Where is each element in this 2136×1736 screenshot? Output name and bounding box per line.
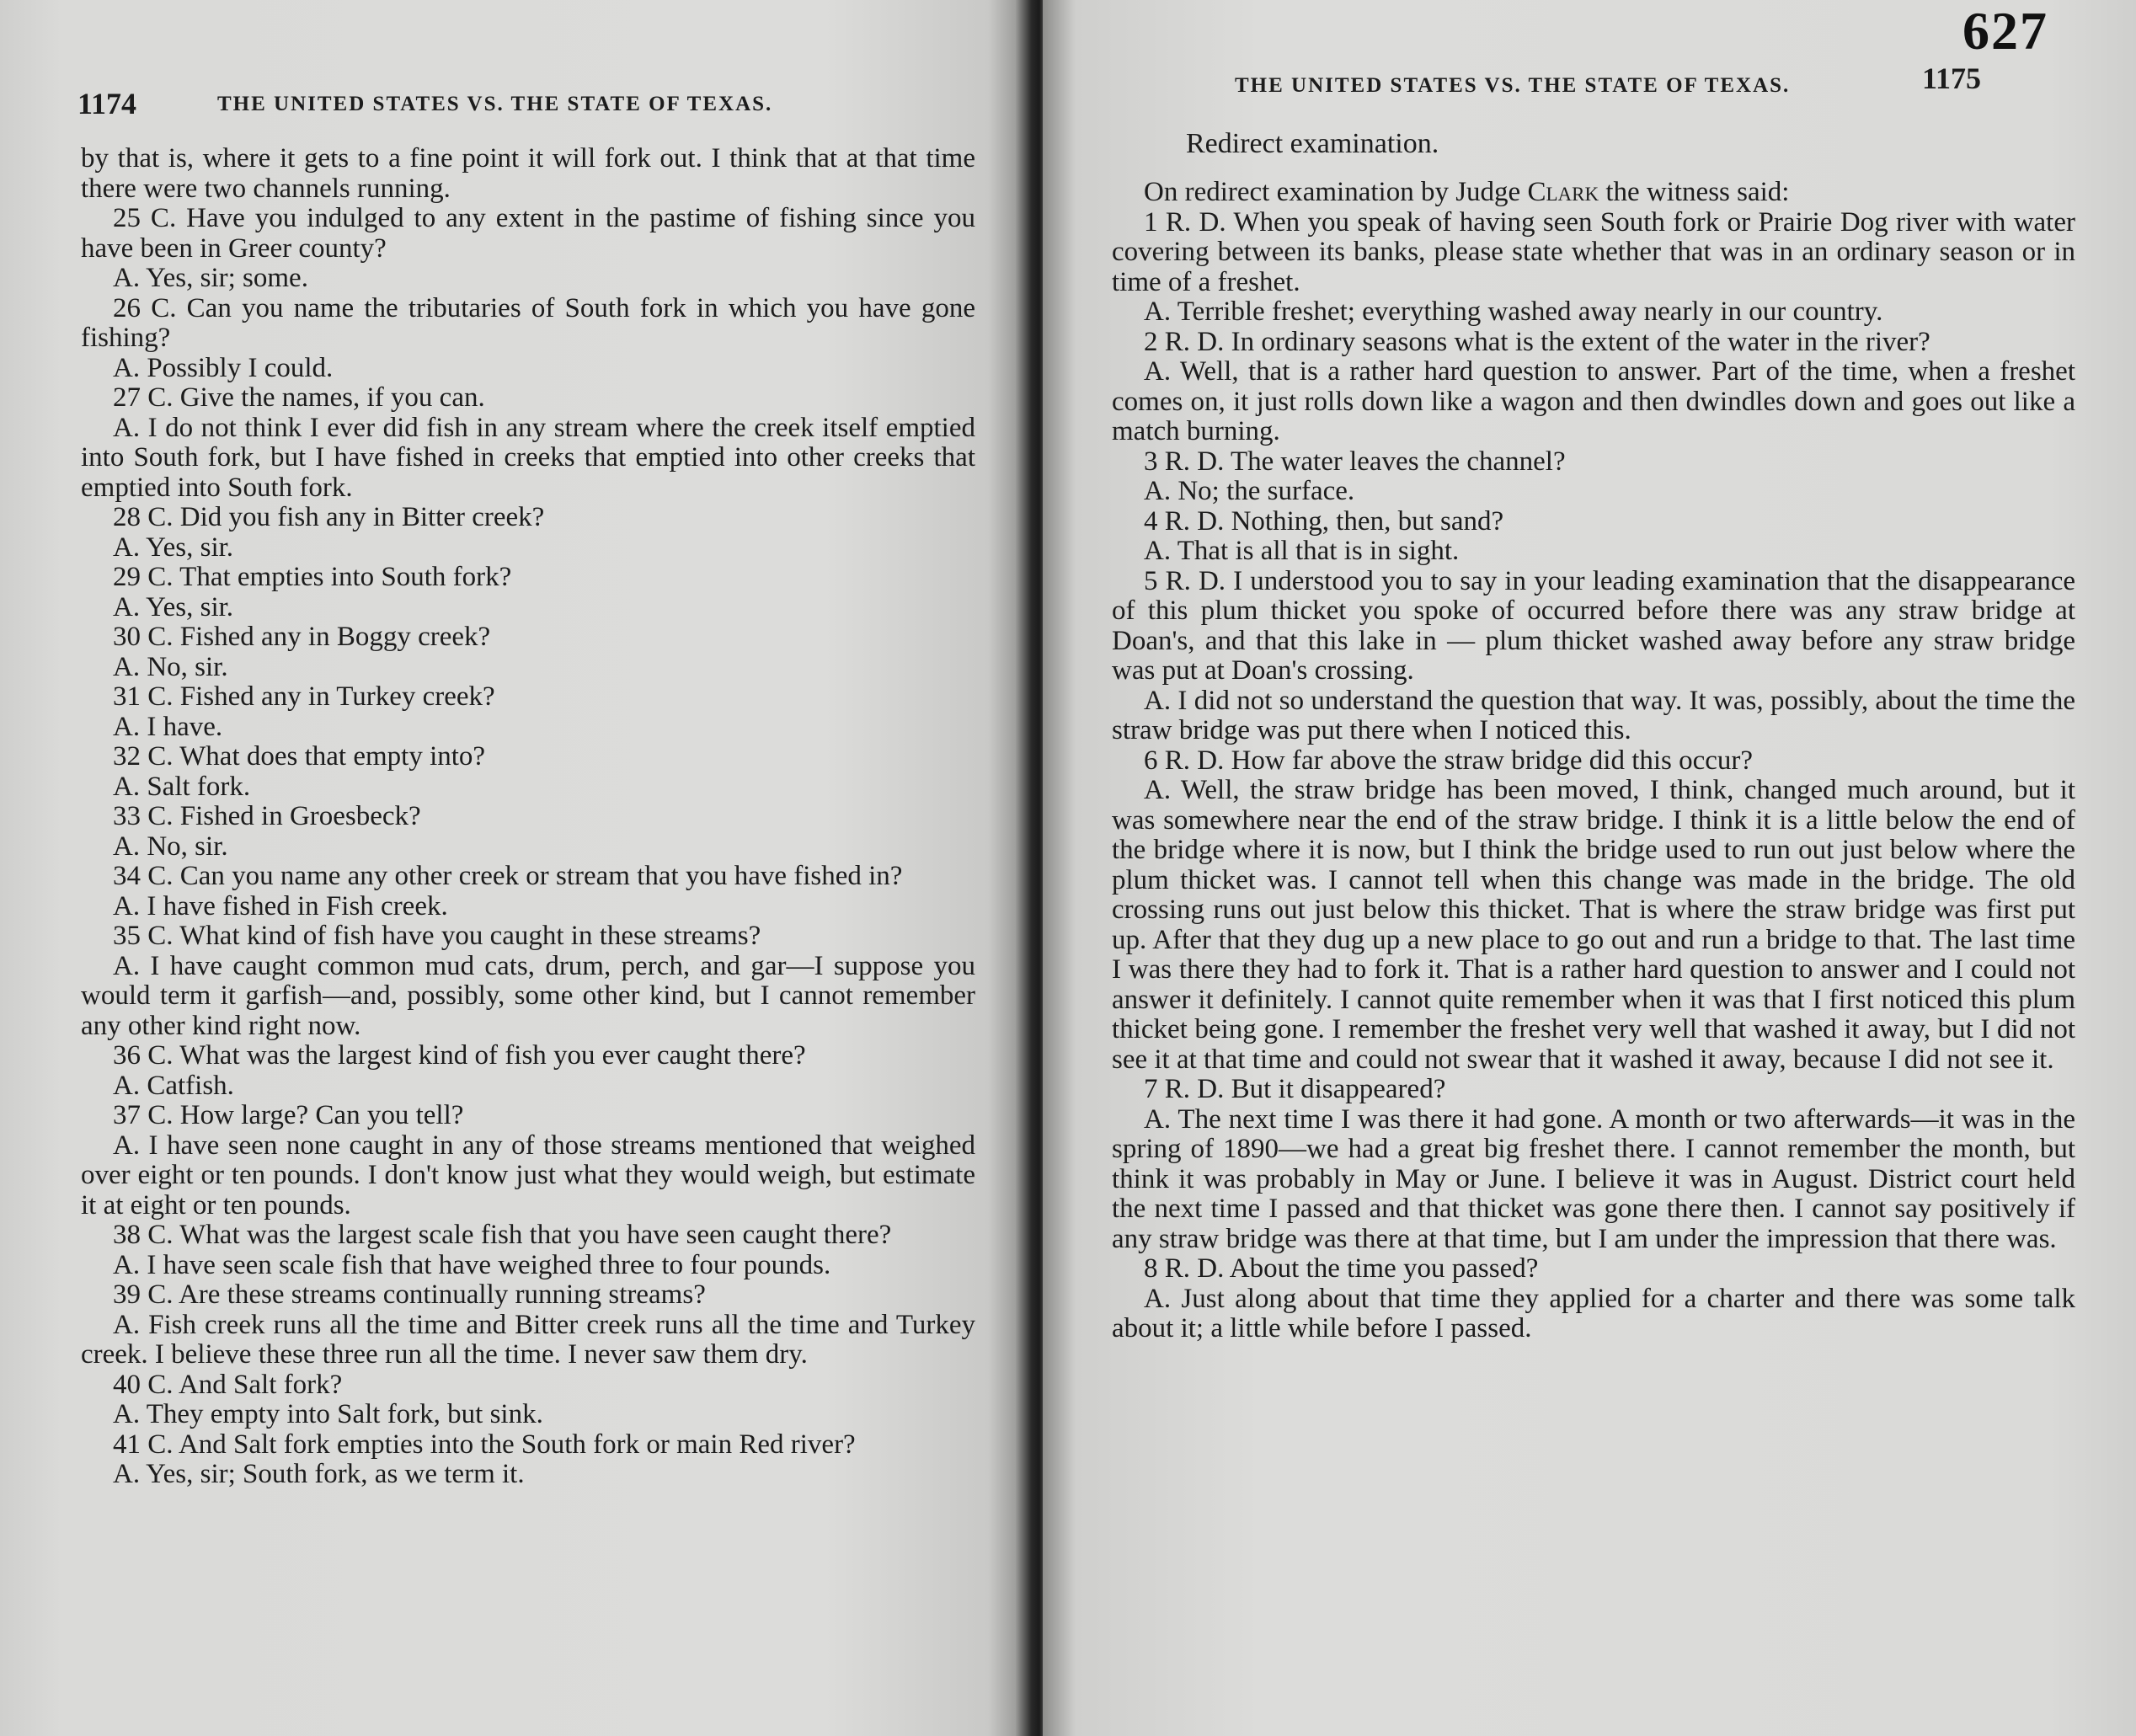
paragraph: 38 C. What was the largest scale fish that you have seen caught there? xyxy=(113,1220,892,1250)
paragraph: A. I have caught common mud cats, drum, perch, and gar—I suppose you would term it garfish—and, possibly, some other kind, but I cannot remember any other kind right now. xyxy=(81,950,975,1041)
paragraph: 26 C. Can you name the tributaries of South fork in which you have gone fishing? xyxy=(81,292,975,353)
paragraph: 1 R. D. When you speak of having seen South fork or Prairie Dog river with water covering between its banks, please state whether that was in an ordinary season or in time of a freshet. xyxy=(1112,206,2075,297)
paragraph: A. I have seen none caught in any of those streams mentioned that weighed over eight or ten pounds. I don't know just what they would weigh, but estimate it at eight or ten pounds. xyxy=(81,1130,975,1221)
section-heading: Redirect examination. xyxy=(1186,128,1439,159)
paragraph: A. No; the surface. xyxy=(1144,476,1355,506)
paragraph: A. I have seen scale fish that have weighed three to four pounds. xyxy=(113,1249,831,1280)
intro-after: the witness said: xyxy=(1599,177,1790,207)
paragraph: 36 C. What was the largest kind of fish you ever caught there? xyxy=(113,1040,806,1071)
left-page-text xyxy=(81,144,975,1490)
intro-before: On redirect examination by Judge xyxy=(1144,177,1528,207)
intro-line xyxy=(1112,178,2075,208)
paragraph: A. Yes, sir; South fork, as we term it. xyxy=(113,1459,525,1489)
paragraph: A. Yes, sir. xyxy=(113,591,234,622)
paragraph: A. No, sir. xyxy=(113,831,228,862)
paragraph: A. Just along about that time they applied for a charter and there was some talk about it; a little while before I passed. xyxy=(1112,1283,2075,1343)
paragraph: A. No, sir. xyxy=(113,651,228,682)
paragraph: 41 C. And Salt fork empties into the South fork or main Red river? xyxy=(113,1429,856,1460)
right-page xyxy=(1043,0,2136,1736)
paragraph: A. I have. xyxy=(113,711,223,742)
paragraph: A. Well, the straw bridge has been moved, I think, changed much around, but it was somewhere near the end of the straw bridge. I think it is a little below the end of the bridge where it is now, but I think the bridge used to run out just below where the plum thicket was. I cannot tell when this change was made in the bridge. The old crossing runs out just below this thicket. That is where the straw bridge was first put up. After that they dug up a new place to go out and run a bridge to that. The last time I was there they had to fork it. That is a rather hard question to answer and I could not answer it definitely. I cannot quite remember when it was that I first noticed this plum thicket being gone. I remember the freshet very well that washed it away, but I did not see it at that time and could not swear that it washed it away, because I did not see it. xyxy=(1112,775,2075,1075)
running-head-left: THE UNITED STATES VS. THE STATE OF TEXAS. xyxy=(217,93,773,115)
right-page-text xyxy=(1112,178,2075,1344)
paragraph: 27 C. Give the names, if you can. xyxy=(113,382,485,413)
paragraph: 28 C. Did you fish any in Bitter creek? xyxy=(113,502,545,532)
paragraph: 4 R. D. Nothing, then, but sand? xyxy=(1144,505,1504,537)
paragraph: A. They empty into Salt fork, but sink. xyxy=(113,1399,543,1429)
paragraph: A. That is all that is in sight. xyxy=(1144,536,1460,566)
paragraph: 31 C. Fished any in Turkey creek? xyxy=(113,681,495,712)
paragraph: 8 R. D. About the time you passed? xyxy=(1144,1253,1539,1284)
left-page xyxy=(0,0,1029,1736)
paragraph: 37 C. How large? Can you tell? xyxy=(113,1100,464,1130)
paragraph: A. I did not so understand the question that way. It was, possibly, about the time the straw bridge was put there when I noticed this. xyxy=(1112,685,2075,745)
paragraph: 39 C. Are these streams continually running streams? xyxy=(113,1279,706,1310)
paragraph: 3 R. D. The water leaves the channel? xyxy=(1144,446,1566,477)
paragraph: 5 R. D. I understood you to say in your leading examination that the disappearance of this plum thicket you spoke of occurred before there was any straw bridge at Doan's, and that this lake in — plum thicket washed away before any straw bridge was put at Doan's crossing. xyxy=(1112,565,2075,686)
paragraph: 25 C. Have you indulged to any extent in the pastime of fishing since you have been in Greer county? xyxy=(81,203,975,264)
paragraph: 30 C. Fished any in Boggy creek? xyxy=(113,622,491,652)
paragraph: A. Fish creek runs all the time and Bitter creek runs all the time and Turkey creek. I believe these three run all the time. I never saw them dry. xyxy=(81,1309,975,1370)
paragraph: A. Yes, sir; some. xyxy=(113,263,308,293)
paragraph: 40 C. And Salt fork? xyxy=(113,1369,343,1400)
paragraph: 32 C. What does that empty into? xyxy=(113,741,486,772)
paragraph: 2 R. D. In ordinary seasons what is the extent of the water in the river? xyxy=(1144,326,1930,357)
paragraph: 29 C. That empties into South fork? xyxy=(113,562,512,592)
page-number-right: 1175 xyxy=(1922,61,1982,95)
stamp-number: 627 xyxy=(1962,1,2048,61)
paragraph: A. I do not think I ever did fish in any stream where the creek itself emptied into South fork, but I have fished in creeks that emptied into other creeks that emptied into South fork. xyxy=(81,412,975,503)
page-number-left: 1174 xyxy=(77,87,137,120)
paragraph: 35 C. What kind of fish have you caught in these streams? xyxy=(113,921,761,951)
paragraph: A. Well, that is a rather hard question to answer. Part of the time, when a freshet comes on, it just rolls down like a wagon and then dwindles down and goes out like a match burning. xyxy=(1112,356,2075,446)
paragraph: 33 C. Fished in Groesbeck? xyxy=(113,801,421,831)
paragraph: by that is, where it gets to a fine point it will fork out. I think that at that time there were two channels running. xyxy=(81,143,975,204)
paragraph: A. Yes, sir. xyxy=(113,531,234,563)
paragraph: 34 C. Can you name any other creek or stream that you have fished in? xyxy=(113,861,903,891)
paragraph: A. I have fished in Fish creek. xyxy=(113,890,448,921)
paragraph: A. The next time I was there it had gone. A month or two afterwards—it was in the spring of 1890—we had a great big freshet there. I cannot remember the month, but think it was probably in May or June. I believe it was in August. District court held the next time I passed and that thicket was gone there then. I cannot say positively if any straw bridge was there at that time, but I am under the impression that there was. xyxy=(1112,1103,2075,1254)
paragraph: 7 R. D. But it disappeared? xyxy=(1144,1074,1446,1104)
running-head-right: THE UNITED STATES VS. THE STATE OF TEXAS. xyxy=(1235,74,1791,97)
intro-name: Clark xyxy=(1527,177,1599,207)
paragraph: A. Possibly I could. xyxy=(113,352,334,383)
paragraph: A. Terrible freshet; everything washed away nearly in our country. xyxy=(1144,296,1883,327)
paragraph: A. Catfish. xyxy=(113,1070,234,1101)
paragraph: A. Salt fork. xyxy=(113,771,251,802)
paragraph: 6 R. D. How far above the straw bridge did this occur? xyxy=(1144,745,1754,776)
